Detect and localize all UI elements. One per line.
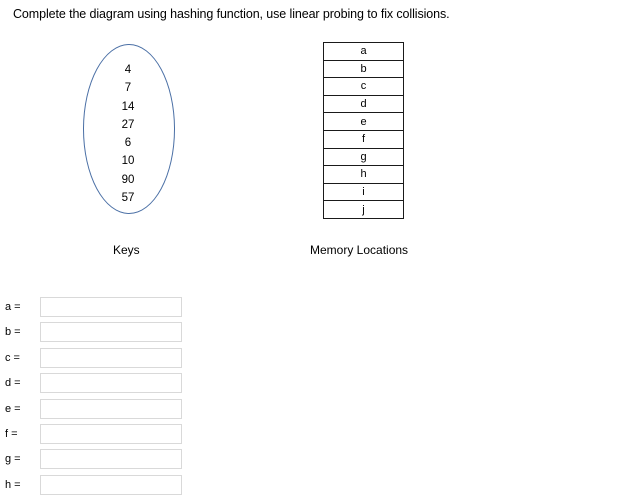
answer-input-c[interactable] [40, 348, 182, 368]
memory-row [324, 166, 404, 184]
answer-row-g [0, 447, 200, 472]
answer-row-d [0, 371, 200, 396]
answer-input-e[interactable] [40, 399, 182, 419]
answer-label: g = [5, 453, 21, 466]
keys-label: Keys [113, 243, 140, 257]
answer-row-c [0, 346, 200, 371]
memory-cell: a [324, 43, 404, 61]
memory-row [324, 183, 404, 201]
answer-input-a[interactable] [40, 297, 182, 317]
answer-input-f[interactable] [40, 424, 182, 444]
memory-row [324, 43, 404, 61]
memory-cell: h [324, 166, 404, 184]
keys-list [103, 61, 153, 207]
memory-cell: d [324, 95, 404, 113]
answer-row-b [0, 320, 200, 345]
key-item: 27 [121, 118, 135, 131]
memory-cell: i [324, 183, 404, 201]
memory-row [324, 95, 404, 113]
answer-input-h[interactable] [40, 475, 182, 495]
answer-fields [0, 295, 200, 498]
answer-input-d[interactable] [40, 373, 182, 393]
answer-label: f = [5, 427, 18, 440]
answer-row-e [0, 397, 200, 422]
memory-row [324, 130, 404, 148]
memory-cell: f [324, 130, 404, 148]
answer-label: b = [5, 326, 21, 339]
memory-locations-label: Memory Locations [310, 243, 409, 257]
key-item: 10 [121, 155, 135, 168]
memory-cell: c [324, 78, 404, 96]
key-item: 7 [124, 82, 132, 95]
memory-cell: b [324, 60, 404, 78]
key-item: 4 [124, 64, 132, 76]
memory-row [324, 148, 404, 166]
answer-input-g[interactable] [40, 449, 182, 469]
answer-row-a [0, 295, 200, 320]
key-item: 57 [121, 192, 135, 205]
memory-row [324, 60, 404, 78]
memory-row [324, 201, 404, 219]
answer-label: e = [5, 402, 21, 415]
key-item: 14 [121, 100, 135, 113]
key-item: 6 [124, 137, 132, 150]
memory-cell: j [324, 201, 404, 219]
answer-label: d = [5, 377, 21, 390]
answer-label: c = [5, 351, 20, 364]
key-item: 90 [121, 173, 135, 186]
answer-row-h [0, 473, 200, 498]
instruction-text: Complete the diagram using hashing function, use linear probing to fix collisions. [13, 7, 450, 21]
memory-locations-table [323, 42, 404, 219]
memory-cell: g [324, 148, 404, 166]
answer-label: h = [5, 478, 21, 491]
memory-row [324, 78, 404, 96]
memory-cell: e [324, 113, 404, 131]
answer-label: a = [5, 301, 21, 313]
answer-row-f [0, 422, 200, 447]
memory-row [324, 113, 404, 131]
answer-input-b[interactable] [40, 322, 182, 342]
